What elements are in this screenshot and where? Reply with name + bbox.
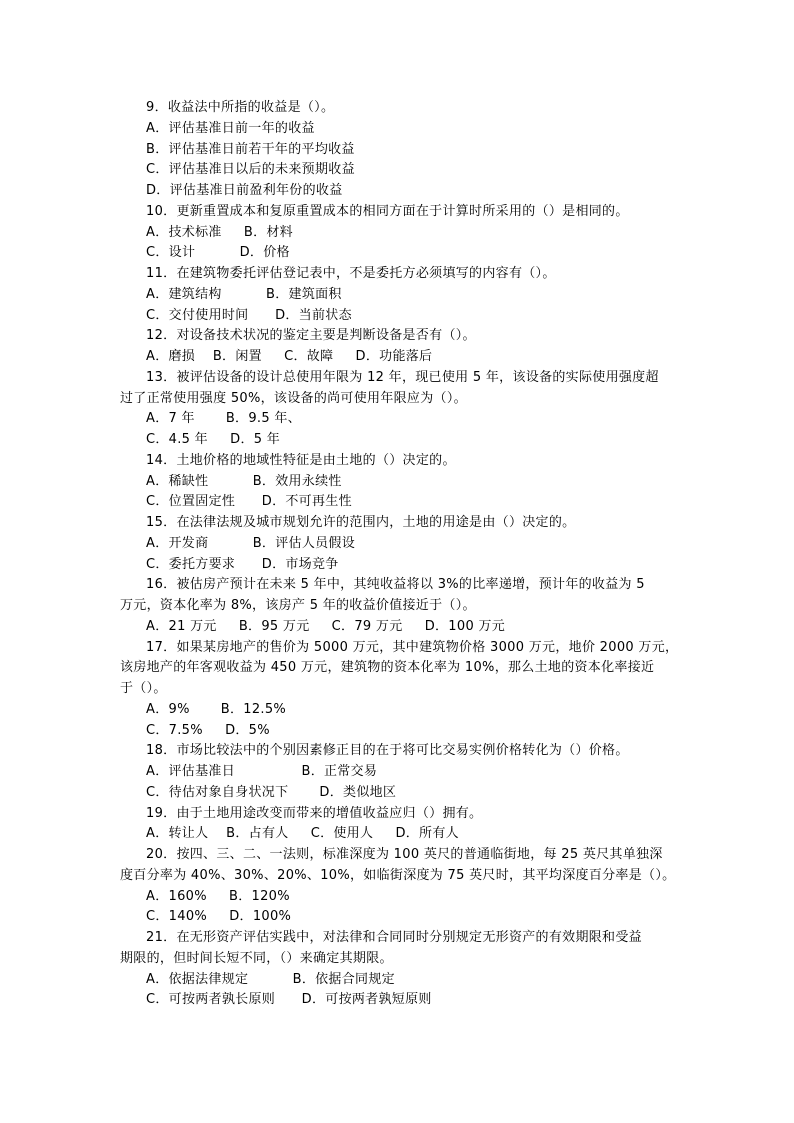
option-line: C．设计 D．价格 xyxy=(146,245,290,261)
question-line: 14．土地价格的地域性特征是由土地的（）决定的。 xyxy=(146,452,456,468)
option-line: A．磨损 B．闲置 C．故障 D．功能落后 xyxy=(146,349,433,364)
option-line: A．转让人 B．占有人 C．使用人 D．所有人 xyxy=(146,826,459,842)
continuation-line: 度百分率为 40%、30%、20%、10%，如临街深度为 75 英尺时，其平均深度百分率是（）。 xyxy=(120,867,676,883)
question-line: 13．被评估设备的设计总使用年限为 12 年，现已使用 5 年，该设备的实际使用强度超 xyxy=(146,369,659,385)
option-line: C．位置固定性 D．不可再生性 xyxy=(146,494,352,510)
option-line: C．4.5 年 D．5 年 xyxy=(146,432,281,447)
question-line: 16．被估房产预计在未来 5 年中，其纯收益将以 3%的比率递增，预计年的收益为 5 xyxy=(146,577,645,593)
question-line: 19．由于土地用途改变而带来的增值收益应归（）拥有。 xyxy=(146,805,483,821)
option-line: C．交付使用时间 D．当前状态 xyxy=(146,307,352,323)
continuation-line: 于（）。 xyxy=(120,681,167,696)
option-line: A．评估基准日 B．正常交易 xyxy=(146,764,378,779)
option-line: A．依据法律规定 B．依据合同规定 xyxy=(146,971,395,987)
option-line: A．建筑结构 B．建筑面积 xyxy=(146,286,342,302)
continuation-line: 该房地产的年客观收益为 450 万元，建筑物的资本化率为 10%，那么土地的资本化率接近 xyxy=(120,660,655,676)
option-line: C．140% D．100% xyxy=(146,909,292,925)
option-line: A．开发商 B．评估人员假设 xyxy=(146,535,356,551)
option-line: A．稀缺性 B．效用永续性 xyxy=(146,473,342,489)
option-line: C．待估对象自身状况下 D．类似地区 xyxy=(146,784,397,800)
option-line: A．21 万元 B．95 万元 C．79 万元 D．100 万元 xyxy=(146,618,506,634)
continuation-line: 过了正常使用强度 50%，该设备的尚可使用年限应为（）。 xyxy=(120,390,467,406)
continuation-line: 万元，资本化率为 8%，该房产 5 年的收益价值接近于（）。 xyxy=(120,598,476,613)
option-line: C．7.5% D．5% xyxy=(146,722,270,738)
question-line: 20．按四、三、二、一法则，标准深度为 100 英尺的普通临街地，每 25 英尺其单独深 xyxy=(146,847,663,862)
option-line: C．可按两者孰长原则 D．可按两者孰短原则 xyxy=(146,992,432,1008)
option-line: A．7 年 B．9.5 年、 xyxy=(146,411,301,427)
question-line: 21．在无形资产评估实践中，对法律和合同同时分别规定无形资产的有效期限和受益 xyxy=(146,930,642,945)
option-line: A．评估基准日前一年的收益 xyxy=(146,120,315,136)
option-line: A．160% B．120% xyxy=(146,888,290,904)
option-line: C．委托方要求 D．市场竞争 xyxy=(146,556,339,572)
question-line: 9．收益法中所指的收益是（）。 xyxy=(146,100,335,115)
option-line: D．评估基准日前盈利年份的收益 xyxy=(146,183,343,198)
option-line: A．技术标准 B．材料 xyxy=(146,224,293,240)
question-line: 15．在法律法规及城市规划允许的范围内，土地的用途是由（）决定的。 xyxy=(146,515,576,530)
question-line: 18．市场比较法中的个别因素修正目的在于将可比交易实例价格转化为（）价格。 xyxy=(146,743,629,759)
question-line: 10．更新重置成本和复原重置成本的相同方面在于计算时所采用的（）是相同的。 xyxy=(146,203,629,219)
option-line: C．评估基准日以后的未来预期收益 xyxy=(146,162,355,178)
option-line: A．9% B．12.5% xyxy=(146,701,287,717)
question-line: 11．在建筑物委托评估登记表中，不是委托方必须填写的内容有（）。 xyxy=(146,266,556,281)
question-line: 17．如果某房地产的售价为 5000 万元，其中建筑物价格 3000 万元，地价 2000 万元， xyxy=(146,639,679,655)
continuation-line: 期限的，但时间长短不同，（）来确定其期限。 xyxy=(120,950,393,966)
option-line: B．评估基准日前若干年的平均收益 xyxy=(146,141,355,157)
question-line: 12．对设备技术状况的鉴定主要是判断设备是否有（）。 xyxy=(146,328,476,344)
